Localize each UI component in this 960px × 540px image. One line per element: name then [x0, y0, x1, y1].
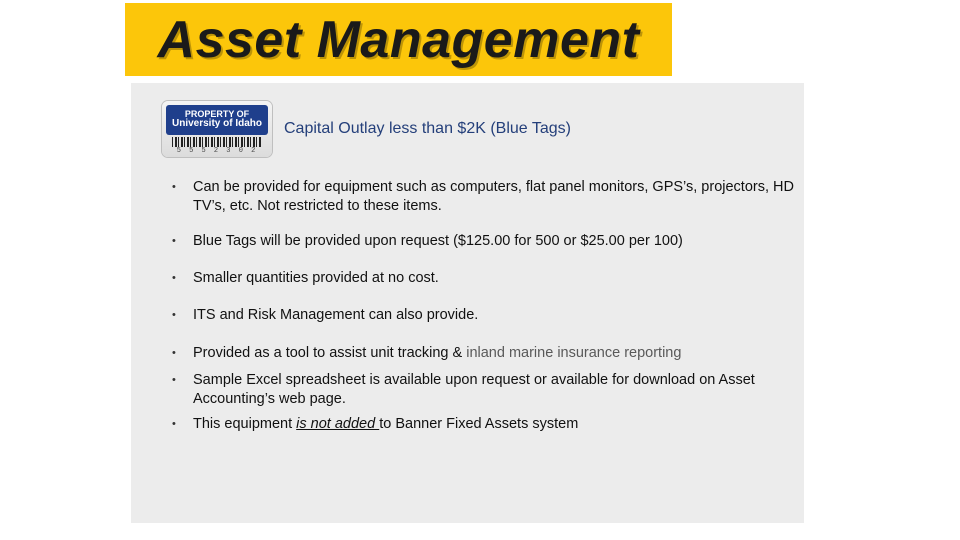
blue-tag-image — [162, 101, 272, 157]
bullet-icon: • — [172, 272, 176, 284]
bullet-item — [172, 415, 797, 434]
bullet-icon: • — [172, 347, 176, 359]
tag-line-1: PROPERTY OF — [184, 109, 250, 119]
bullet-item — [172, 371, 797, 409]
bullet-text — [193, 344, 797, 363]
slide-title: Asset Management — [157, 10, 640, 69]
bullet-text: Smaller quantities provided at no cost. — [193, 270, 439, 286]
bullet-icon: • — [172, 418, 176, 430]
bullet-icon: • — [172, 181, 176, 193]
tag-label — [166, 105, 268, 135]
bullet-text — [193, 415, 797, 434]
bullet-item — [172, 232, 797, 251]
bullet-text: Blue Tags will be provided upon request ($125.00 for 500 or $25.00 per 100) — [193, 233, 683, 249]
bullet-item — [172, 269, 797, 288]
slide-subtitle: Capital Outlay less than $2K (Blue Tags) — [284, 120, 571, 137]
bullet-item — [172, 178, 797, 216]
bullet-icon: • — [172, 235, 176, 247]
bullet-text: Can be provided for equipment such as computers, flat panel monitors, GPS’s, projectors, HD TV’s, etc. Not restricted to these items. — [193, 179, 794, 214]
tag-number: 5 5 5 2 3 0 2 — [176, 147, 258, 155]
title-banner — [125, 3, 672, 76]
bullet-text-part: to Banner Fixed Assets system — [379, 416, 579, 432]
tag-line-2: University of Idaho — [171, 118, 262, 129]
bullet-item — [172, 306, 797, 325]
barcode-icon — [172, 137, 262, 147]
bullet-text-part: This equipment — [193, 416, 297, 432]
bullet-text: ITS and Risk Management can also provide. — [193, 307, 479, 323]
bullet-text-emphasis: is not added — [296, 416, 380, 432]
bullet-item — [172, 344, 797, 363]
bullet-icon: • — [172, 309, 176, 321]
bullet-text-highlight: inland marine insurance reporting — [466, 345, 682, 361]
bullet-text: Sample Excel spreadsheet is available upon request or available for download on Asset Accounting’s web page. — [193, 372, 755, 407]
bullet-icon: • — [172, 374, 176, 386]
bullet-text-part: Provided as a tool to assist unit tracking & — [193, 345, 467, 361]
